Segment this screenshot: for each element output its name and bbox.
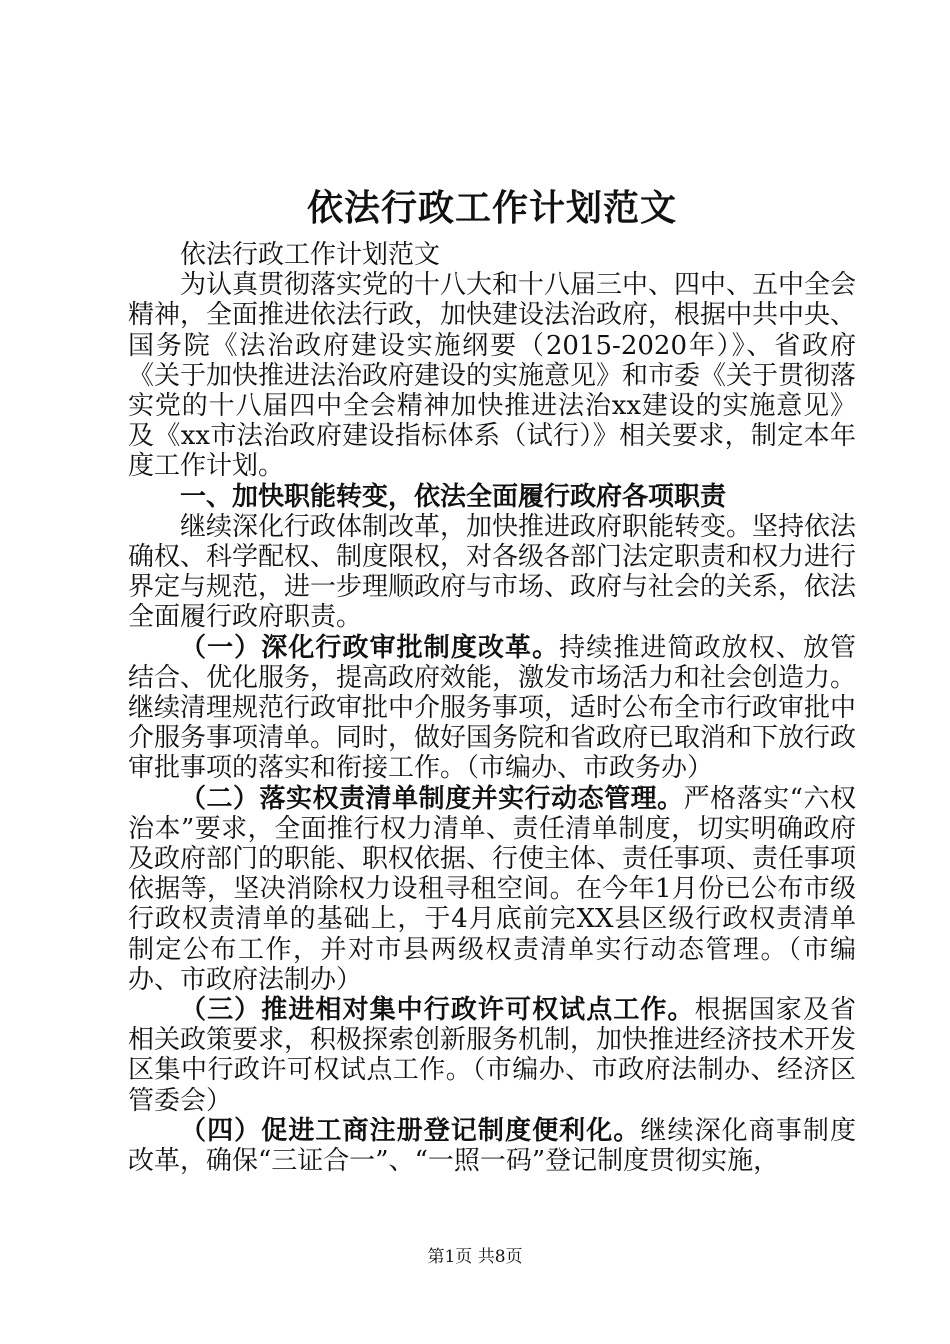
document-body	[128, 180, 856, 1176]
item-paragraph-1	[128, 633, 856, 784]
item-lead: （三）推进相对集中行政许可权试点工作。	[180, 995, 695, 1026]
item-paragraph-3	[128, 995, 856, 1116]
item-text: 严格落实“六权治本”要求，全面推行权力清单、责任清单制度，切实明确政府及政府部门的职能、职权依据、行使主体、责任事项、责任事项依据等，坚决消除权力设租寻租空间。在今年1月份已公布市级行政权责清单的基础上，于4月底前完XX县区级行政权责清单制定公布工作，并对市县两级权责清单实行动态管理。（市编办、市政府法制办）	[128, 783, 857, 995]
item-text: 持续推进简政放权、放管结合、优化服务，提高政府效能，激发市场活力和社会创造力。继续清理规范行政审批中介服务事项，适时公布全市行政审批中介服务事项清单。同时，做好国务院和省政府已取消和下放行政审批事项的落实和衔接工作。（市编办、市政务办）	[128, 632, 857, 784]
document-title: 依法行政工作计划范文	[306, 187, 677, 229]
item-lead: （一）深化行政审批制度改革。	[180, 632, 560, 663]
page-number-footer: 第1页 共8页	[427, 1247, 523, 1267]
item-lead: （二）落实权责清单制度并实行动态管理。	[180, 783, 684, 814]
item-text: 继续深化商事制度改革，确保“三证合一”、“一照一码”登记制度贯彻实施，	[128, 1115, 856, 1177]
item-paragraph-2	[128, 784, 856, 995]
section-heading: 一、加快职能转变，依法全面履行政府各项职责	[180, 481, 727, 512]
item-lead: （四）促进工商注册登记制度便利化。	[180, 1115, 641, 1146]
item-text: 根据国家及省相关政策要求，积极探索创新服务机制，加快推进经济技术开发区集中行政许可权试点工作。（市编办、市政府法制办、经济区管委会）	[128, 995, 857, 1116]
intro-paragraph: 为认真贯彻落实党的十八大和十八届三中、四中、五中全会精神，全面推进依法行政，加快建设法治政府，根据中共中央、国务院《法治政府建设实施纲要（2015-2020年）》、省政府《关于加快推进法治政府建设的实施意见》和市委《关于贯彻落实党的十八届四中全会精神加快推进法治xx建设的实施意见》及《xx市法治政府建设指标体系（试行）》相关要求，制定本年度工作计划。	[128, 270, 857, 482]
section-body-paragraph: 继续深化行政体制改革，加快推进政府职能转变。坚持依法确权、科学配权、制度限权，对各级各部门法定职责和权力进行界定与规范，进一步理顺政府与市场、政府与社会的关系，依法全面履行政府职责。	[128, 511, 857, 633]
item-paragraph-4	[128, 1116, 856, 1176]
subtitle-paragraph: 依法行政工作计划范文	[180, 240, 441, 270]
